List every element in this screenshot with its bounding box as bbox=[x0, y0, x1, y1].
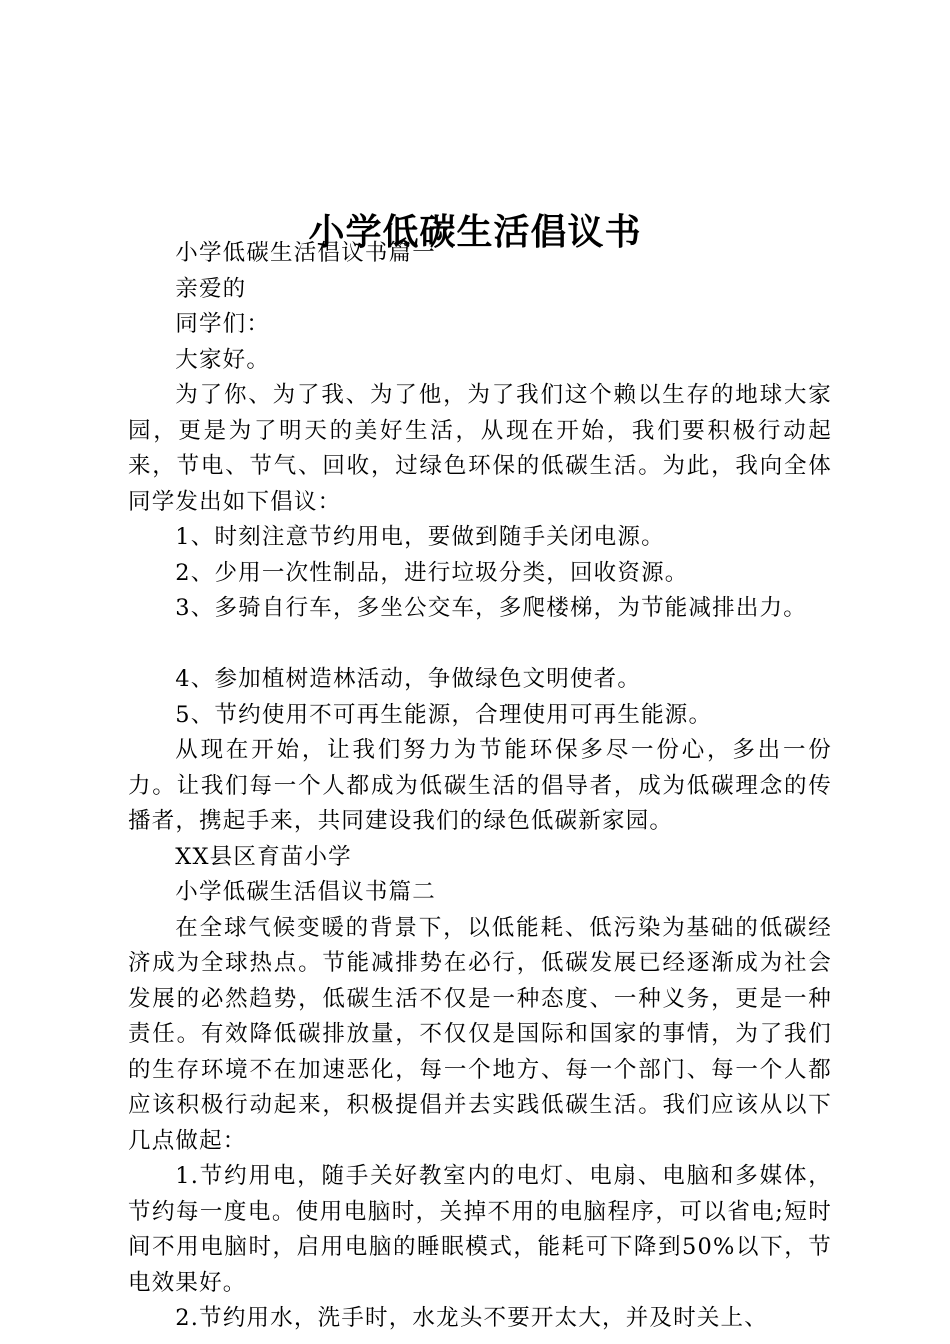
section-heading-1: 小学低碳生活倡议书篇一 bbox=[175, 240, 436, 266]
proposal-item-1: 1、时刻注意节约用电，要做到随手关闭电源。 bbox=[175, 524, 665, 550]
signature: XX县区育苗小学 bbox=[175, 843, 352, 870]
salutation-line-1: 亲爱的 bbox=[175, 275, 247, 302]
proposal-item-2: 2、少用一次性制品，进行垃圾分类，回收资源。 bbox=[175, 559, 689, 586]
closing-paragraph: 从现在开始，让我们努力为节能环保多尽一份心，多出一份力。让我们每一个人都成为低碳生活的倡导者，成为低碳理念的传播者，携起手来，共同建设我们的绿色低碳新家园。 bbox=[128, 737, 832, 834]
proposal-item-4: 4、参加植树造林活动，争做绿色文明使者。 bbox=[175, 666, 642, 692]
document-body bbox=[128, 236, 832, 1337]
section-heading-2: 小学低碳生活倡议书篇二 bbox=[175, 879, 436, 905]
salutation-line-2: 同学们： bbox=[175, 311, 271, 337]
greeting: 大家好。 bbox=[175, 346, 271, 373]
action-item-2: 2.节约用水，洗手时，水龙头不要开太大，并及时关上、 bbox=[175, 1305, 768, 1331]
document-title: 小学低碳生活倡议书 bbox=[308, 211, 642, 254]
proposal-item-3: 3、多骑自行车，多坐公交车，多爬楼梯，为节能减排出力。 bbox=[175, 595, 807, 621]
action-item-1: 1.节约用电，随手关好教室内的电灯、电扇、电脑和多媒体，节约每一度电。使用电脑时，关掉不用的电脑程序，可以省电;短时间不用电脑时，启用电脑的睡眠模式，能耗可下降到50%以下，节电效果好。 bbox=[128, 1163, 832, 1296]
intro-paragraph: 为了你、为了我、为了他，为了我们这个赖以生存的地球大家园，更是为了明天的美好生活，从现在开始，我们要积极行动起来，节电、节气、回收，过绿色环保的低碳生活。为此，我向全体同学发出如下倡议： bbox=[128, 382, 832, 515]
background-paragraph: 在全球气候变暖的背景下，以低能耗、低污染为基础的低碳经济成为全球热点。节能减排势在必行，低碳发展已经逐渐成为社会发展的必然趋势，低碳生活不仅是一种态度、一种义务，更是一种责任。有效降低碳排放量，不仅仅是国际和国家的事情，为了我们的生存环境不在加速恶化，每一个地方、每一个部门、每一个人都应该积极行动起来，积极提倡并去实践低碳生活。我们应该从以下几点做起： bbox=[128, 914, 832, 1154]
proposal-item-5: 5、节约使用不可再生能源，合理使用可再生能源。 bbox=[175, 701, 713, 728]
